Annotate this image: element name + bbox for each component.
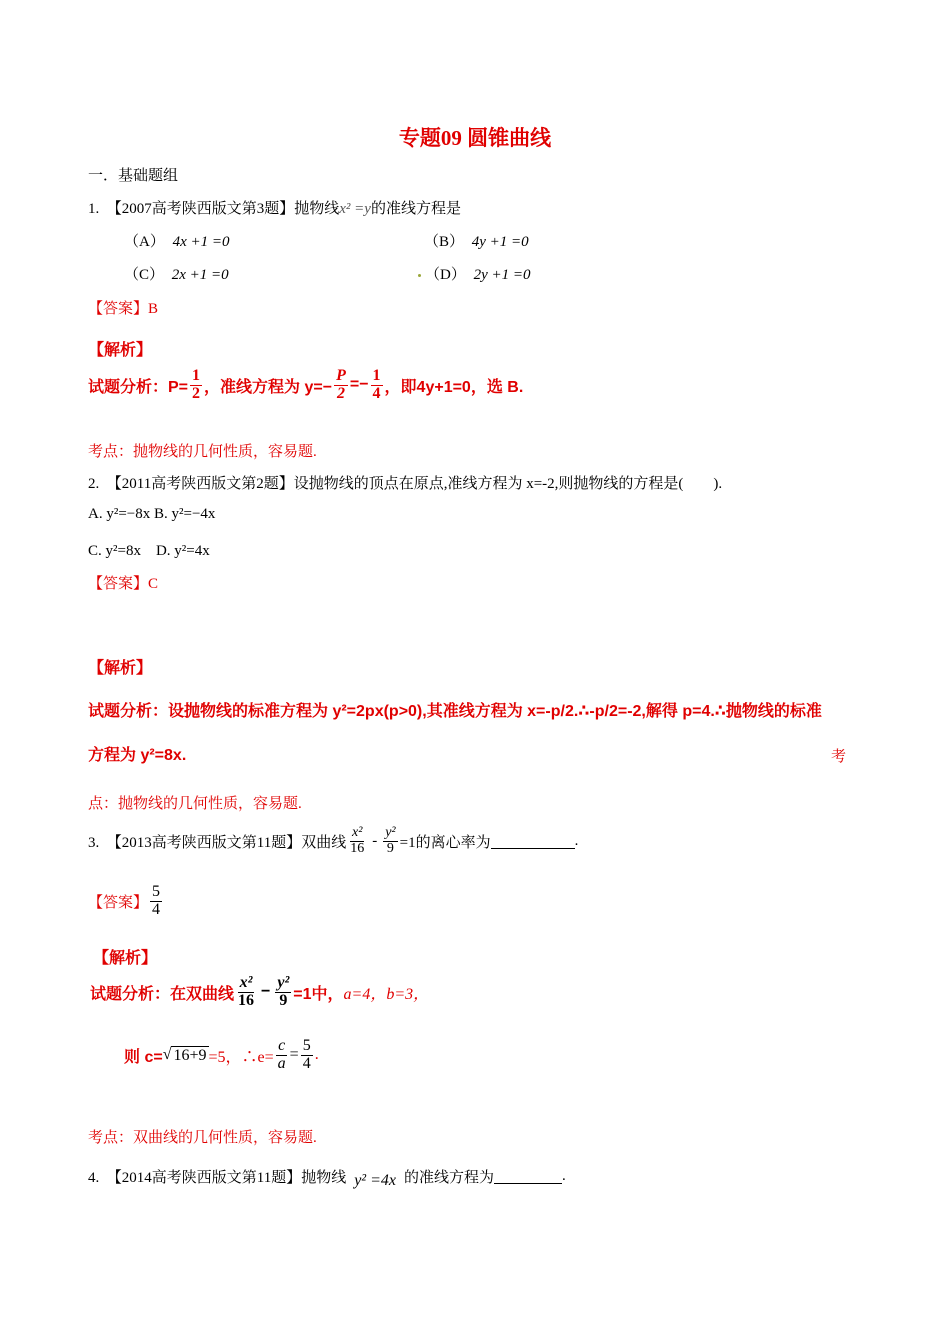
- q3-stem-suffix: =1的离心率为: [399, 834, 491, 851]
- q1-analysis-mid: ，准线方程为 y=−: [204, 378, 333, 396]
- q3-stem-prefix: 3. 【2013高考陕西版文第11题】双曲线: [88, 834, 347, 851]
- q3-y2: y²: [385, 825, 396, 840]
- q3-fraction-y: [383, 826, 397, 856]
- q1-option-b: [424, 230, 529, 251]
- q3-line2-mid: =5，∴e=: [208, 1048, 274, 1066]
- q1-analysis-suffix: ，即4y+1=0，选 B.: [384, 378, 524, 396]
- q3-analysis-ab: a=4，b=3，: [343, 985, 430, 1003]
- q3-d9: 9: [386, 840, 394, 856]
- q3-analysis-d9: 9: [279, 991, 288, 1009]
- q2-options-ab: A. y²=−8x B. y²=−4x: [88, 506, 216, 522]
- q4-stem-prefix: 4. 【2014高考陕西版文第11题】抛物线: [88, 1169, 347, 1186]
- question-1-stem: [88, 197, 461, 218]
- bullet-dot-icon: [418, 274, 421, 277]
- q1-option-b-label: （B）: [424, 234, 465, 250]
- q3-analysis-x2: x²: [239, 974, 253, 991]
- q1-option-d-label: （D）: [425, 267, 466, 283]
- q3-analysis-eq: =1中，: [293, 985, 344, 1003]
- q3-answer-fraction: [150, 884, 162, 919]
- question-4-stem: [88, 1162, 566, 1190]
- q1-f1-den: 2: [336, 384, 345, 402]
- q3-answer-label: 【答案】: [88, 894, 149, 911]
- q3-stem-end: .: [574, 832, 579, 849]
- q4-stem-suffix: 的准线方程为: [404, 1169, 495, 1186]
- q1-fraction-p2: [334, 368, 348, 403]
- q1-option-d-text: 2y +1 =0: [473, 267, 531, 283]
- q3-fraction-x: [348, 826, 366, 856]
- q1-eq: =−: [349, 376, 369, 394]
- q4-stem-expr: y² =4x: [354, 1172, 396, 1189]
- q1-analysis-label: 【解析】: [88, 342, 153, 359]
- q1-stem-expr: x² =y: [339, 201, 371, 217]
- q3-e-num: 5: [302, 1037, 311, 1054]
- q1-option-c-text: 2x +1 =0: [171, 267, 229, 283]
- q1-point: 考点：抛物线的几何性质，容易题.: [88, 444, 317, 460]
- q2-analysis-label: 【解析】: [88, 660, 153, 677]
- q1-answer: 【答案】B: [88, 301, 159, 317]
- q3-eq: =: [289, 1046, 299, 1064]
- q3-point: 考点：双曲线的几何性质，容易题.: [88, 1130, 317, 1146]
- q1-option-a-label: （A）: [124, 234, 165, 250]
- q4-answer-blank: [494, 1169, 562, 1184]
- q1-f1-num: P: [336, 367, 346, 384]
- q3-line2-end: .: [314, 1046, 319, 1064]
- q3-analysis-y2: y²: [277, 974, 290, 991]
- q3-analysis-label: 【解析】: [93, 950, 158, 967]
- q3-sqrt-content: 16+9: [173, 1046, 207, 1064]
- q3-e-fraction-ca: [276, 1038, 288, 1073]
- q1-option-c-label: （C）: [124, 267, 165, 283]
- q1-option-a: [124, 230, 230, 251]
- q2-options-cd: C. y²=8x D. y²=4x: [88, 543, 210, 559]
- q3-line2-prefix: 则 c=: [124, 1048, 163, 1066]
- q3-analysis-line2: 则 c= √ 16+9 =5，∴e= $\frac{c}{a}$ = $\frac{5}{4}$ .: [124, 1037, 319, 1072]
- section-heading: 一．基础题组: [88, 168, 179, 184]
- q1-fraction-quarter: [371, 368, 383, 403]
- q3-answer-blank: [491, 834, 575, 849]
- q1-p-den: 2: [192, 384, 201, 402]
- q2-point-head: 考: [831, 749, 847, 765]
- q1-analysis-prefix: 试题分析：P=: [88, 378, 189, 396]
- q3-analysis-fx: [236, 975, 256, 1010]
- q1-option-c: [124, 263, 229, 284]
- question-3-stem: [88, 826, 578, 856]
- q3-ans-num: 5: [152, 883, 161, 900]
- page-title: 专题09 圆锥曲线: [398, 126, 552, 150]
- q3-analysis-fy: [275, 975, 291, 1010]
- q2-analysis-line2: 方程为 y²=8x.: [88, 747, 187, 764]
- q3-analysis-prefix: 试题分析：在双曲线: [90, 985, 235, 1003]
- q4-stem-end: .: [562, 1167, 566, 1184]
- q3-analysis-line1: 试题分析：在双曲线 $\frac{\text{x²}}{16}$ − $\frac{\text{y²}}{9}$ =1中， a=4，b=3，: [90, 974, 430, 1009]
- q3-minus: -: [372, 832, 378, 849]
- q2-answer: 【答案】C: [88, 576, 159, 592]
- q1-stem-prefix: 1. 【2007高考陕西版文第3题】抛物线: [88, 201, 340, 217]
- q1-option-b-text: 4y +1 =0: [471, 234, 529, 250]
- q1-option-d: [418, 263, 531, 284]
- q3-analysis-d16: 16: [238, 991, 255, 1009]
- q3-ans-den: 4: [152, 900, 161, 918]
- q3-c-num: c: [278, 1037, 286, 1054]
- q1-stem-suffix: 的准线方程是: [370, 201, 461, 217]
- q1-f2-num: 1: [372, 367, 381, 384]
- q3-x2: x²: [351, 825, 363, 840]
- question-2-stem: 2. 【2011高考陕西版文第2题】设抛物线的顶点在原点,准线方程为 x=-2,则抛物线的方程是( ).: [88, 476, 723, 492]
- q1-option-a-text: 4x +1 =0: [172, 234, 230, 250]
- q3-e-fraction-value: [301, 1038, 313, 1073]
- q1-analysis: [88, 368, 523, 403]
- q3-e-den: 4: [302, 1054, 311, 1072]
- q3-d16: 16: [350, 840, 365, 856]
- q3-answer: [88, 884, 164, 919]
- q2-analysis-line1: 试题分析：设抛物线的标准方程为 y²=2px(p>0),其准线方程为 x=-p/2.∴-p/2=-2,解得 p=4.∴抛物线的标准: [88, 703, 822, 720]
- q1-p-num: 1: [192, 367, 201, 384]
- q3-c-den: a: [277, 1054, 286, 1072]
- q2-point-tail: 点：抛物线的几何性质，容易题.: [88, 796, 302, 812]
- q1-f2-den: 4: [372, 384, 381, 402]
- q1-fraction-p: [190, 368, 202, 403]
